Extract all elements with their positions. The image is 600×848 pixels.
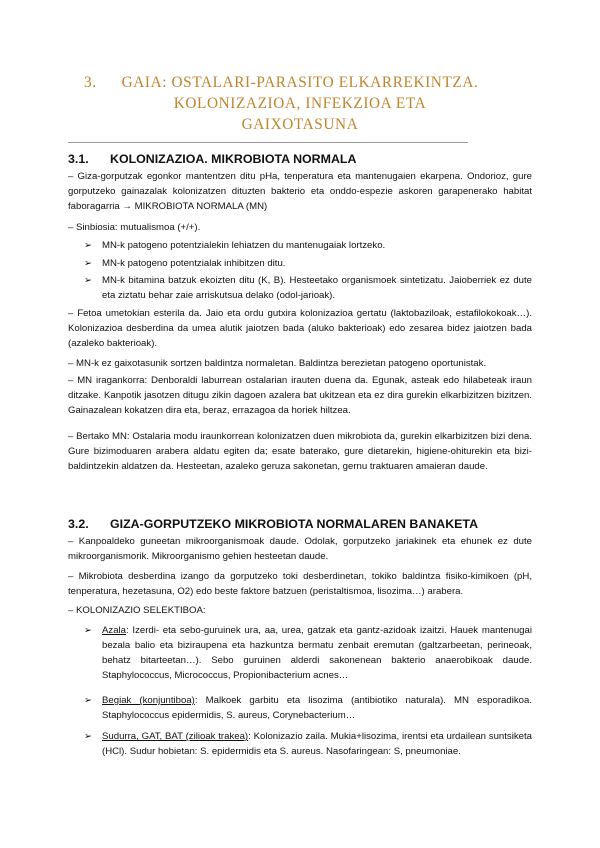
arrow-bullet-icon: ➢ [84,695,93,706]
section-title: KOLONIZAZIOA. MIKROBIOTA NORMALA [110,152,357,166]
bullet-item-label: Begiak (konjuntiboa) [102,695,195,706]
bullet-item: MN-k patogeno potentzialak inhibitzen ditu. [102,258,286,269]
paragraph: – MN-k ez gaixotasunik sortzen baldintza normaletan. Baldintza berezietan patogeno oportunistak. [68,358,487,369]
chapter-title [60,72,540,135]
paragraph: – Mikrobiota desberdina izango da gorputzeko toki desberdinetan, tokiko baldintza fisiko-kimikoen (pH, tenperatura, hezetasuna, O2) edo beste faktore batzuen (peristaltismoa, lisozima…) arabera. [68,571,532,597]
arrow-bullet-icon: ➢ [84,275,93,286]
title-divider [68,142,468,143]
paragraph: – MN iragankorra: Denboraldi laburrean ostalarian irauten duena da. Egunak, asteak edo hilabeteak iraun ditzake. Kanpotik jasotzen ditugu zikin dagoen azalera bat ukitzean eta ez dira gurekin elkarbizitzen bizitzen. Gainazalean kokatzen dira eta, beraz, errazagoa da horiek hiltzea. [68,375,532,416]
arrow-bullet-icon: ➢ [84,731,93,742]
bullet-item-label: Sudurra, GAT, BAT (zilioak trakea) [102,731,249,742]
paragraph: – Bertako MN: Ostalaria modu iraunkorrean kolonizatzen duen mikrobiota da, gurekin elkarbizitzen bizi dena. Gure bizimoduaren arabera aldatu egiten da; esate baterako, gure dietarekin, higiene-ohiturekin eta bizi-baldintzekin aldatzen da. Hesteetan, azaleko geruza sakonetan, gernu traktuaren amaieran daude. [68,431,532,472]
chapter-title-line-1: GAIA: OSTALARI-PARASITO ELKARREKINTZA. [121,74,479,91]
bullet-item-text: : Izerdi- eta sebo-guruinek ura, aa, urea, gatzak eta gantz-azidoak izaitzi. Hauek mantenugai bezala balio eta biziraupena eta hazkuntza bermatu zenbait eremutan (galtzarbeetan, perineoak, behatz bitarteetan…). Sebo guruinen alderdi sakonenean bakterio anaerobikoak daude. Staphylococcus, Micrococcus, Propionibacterium acnes… [102,625,532,681]
arrow-bullet-icon: ➢ [84,258,93,269]
paragraph: – KOLONIZAZIO SELEKTIBOA: [68,605,206,616]
bullet-item: MN-k bitamina batzuk ekoizten ditu (K, B). Hesteetako organismoek sintetizatu. Jaioberriek ez dute eta ziztatu behar zaie arriskutsua delako (odol-jarioak). [102,275,532,301]
chapter-title-line-2: KOLONIZAZIOA, INFEKZIOA ETA [173,95,427,112]
bullet-item-label: Azala [102,625,126,636]
section-heading-3-1 [68,152,356,166]
chapter-title-line-3: GAIXOTASUNA [241,116,359,133]
section-heading-3-2 [68,517,478,531]
arrow-bullet-icon: ➢ [84,240,93,251]
chapter-number: 3. [84,74,97,91]
section-number: 3.2. [68,517,89,531]
section-title: GIZA-GORPUTZEKO MIKROBIOTA NORMALAREN BANAKETA [110,517,479,531]
bullet-item-begiak [102,694,532,724]
paragraph: – Kanpoaldeko guneetan mikroorganismoak daude. Odolak, gorputzeko jariakinek eta ehunek ez dute mikroorganismorik. Mikroorganismo gehien hesteetan daude. [68,536,532,562]
arrow-bullet-icon: ➢ [84,625,93,636]
section-number: 3.1. [68,152,89,166]
paragraph: – Giza-gorputzak egonkor mantentzen ditu pHa, tenperatura eta mantenugaien ekarpena. Ondorioz, gure gorputzeko gainazalak kolonizatzen dituzten bakterio eta onddo-espezie askoren garapenerako habitat faboragarria → MIKROBIOTA NORMALA (MN) [68,171,532,212]
bullet-item-text: : Kolonizazio zaila. Mukia+lisozima, irentsi eta urdailean suntsiketa (HCl). Sudur hobietan: S. epidermidis eta S. aureus. Nasofaringean: S, pneumoniae. [102,731,532,757]
bullet-item-text: : Malkoek garbitu eta lisozima (antibiotiko naturala). MN esporadikoa. Staphylococcus epidermidis, S. aureus, Corynebacterium… [102,695,532,721]
paragraph: – Sinbiosia: mutualismoa (+/+). [68,222,201,233]
bullet-item-azala [102,624,532,684]
bullet-item-sudurra [102,730,532,760]
paragraph: – Fetoa umetokian esterila da. Jaio eta ordu gutxira kolonizazioa gertatu (laktobaziloak, estafilokokoak…). Kolonizazioa desberdina da umea alutik jaiotzen bada (aluko bakterioak) edo zesarea bidez jaiotzen bada (azaleko bakterioak). [68,308,532,349]
bullet-item: MN-k patogeno potentzialekin lehiatzen du mantenugaiak lortzeko. [102,240,386,251]
